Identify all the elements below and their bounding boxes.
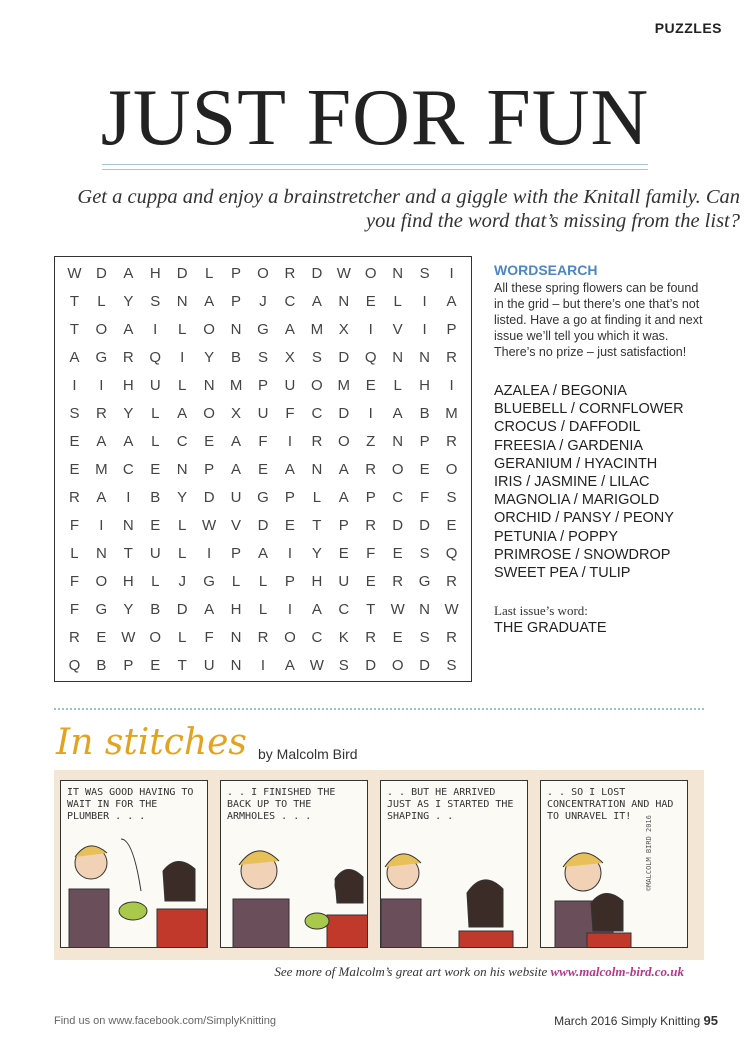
grid-letter: Q: [445, 544, 458, 562]
grid-letter: H: [122, 376, 134, 394]
title-rule-bottom: [102, 169, 648, 170]
grid-letter: K: [338, 628, 349, 646]
grid-letter: H: [149, 264, 161, 282]
section-label: PUZZLES: [654, 20, 722, 36]
grid-letter: P: [231, 544, 242, 562]
grid-letter: I: [207, 544, 212, 562]
grid-letter: A: [231, 432, 242, 450]
grid-letter: C: [311, 404, 323, 422]
grid-letter: G: [418, 572, 431, 590]
speech-bubble: . . BUT HE ARRIVED JUST AS I STARTED THE SHAPING . .: [387, 787, 514, 822]
footer-issue: [554, 1013, 718, 1028]
speech-bubble: . . I FINISHED THE BACK UP TO THE ARMHOLES . . .: [227, 787, 336, 822]
artist-signature: ©MALCOLM BIRD 2016: [645, 815, 653, 891]
comic-illustration: [541, 781, 688, 948]
grid-letter: M: [337, 376, 351, 394]
grid-letter: N: [311, 460, 323, 478]
grid-letter: W: [390, 600, 405, 618]
grid-letter: O: [337, 432, 350, 450]
grid-letter: P: [446, 320, 457, 338]
grid-letter: F: [69, 600, 80, 618]
grid-letter: M: [229, 376, 243, 394]
grid-letter: X: [338, 320, 349, 338]
grid-letter: F: [366, 544, 376, 562]
grid-letter: N: [392, 432, 404, 450]
grid-letter: N: [203, 376, 215, 394]
grid-letter: D: [365, 656, 377, 674]
grid-letter: L: [204, 264, 214, 282]
grid-letter: N: [419, 348, 431, 366]
grid-letter: L: [97, 292, 106, 310]
grid-letter: D: [311, 264, 323, 282]
wordsearch-instructions: All these spring flowers can be found in the grid – but there’s one that’s not listed. Have a go at finding it and next issue we’ll tell you which it was. There’s no prize – just satisfaction!: [494, 281, 703, 359]
grid-letter: H: [230, 600, 242, 618]
grid-letter: A: [123, 432, 134, 450]
grid-letter: E: [365, 572, 376, 590]
grid-letter: G: [257, 488, 269, 506]
grid-letter: J: [259, 292, 267, 310]
issue-label: March 2016 Simply Knitting: [554, 1014, 701, 1028]
grid-letter: M: [310, 320, 324, 338]
grid-letter: T: [123, 544, 133, 562]
grid-letter: D: [176, 600, 188, 618]
grid-letter: E: [257, 460, 268, 478]
section-divider: [54, 708, 704, 710]
grid-letter: S: [419, 264, 430, 282]
grid-letter: V: [392, 320, 403, 338]
grid-letter: A: [177, 404, 188, 422]
grid-letter: P: [365, 488, 376, 506]
grid-letter: W: [67, 264, 82, 282]
title-rule-top: [102, 164, 648, 165]
word-list-item: SWEET PEA / TULIP: [494, 565, 631, 582]
grid-letter: L: [312, 488, 322, 506]
grid-letter: U: [230, 488, 242, 506]
grid-letter: A: [123, 320, 134, 338]
grid-letter: O: [391, 656, 404, 674]
grid-letter: O: [95, 320, 108, 338]
grid-letter: I: [287, 544, 292, 562]
grid-letter: L: [258, 600, 268, 618]
grid-letter: I: [99, 376, 104, 394]
grid-letter: E: [365, 292, 376, 310]
grid-letter: I: [180, 348, 185, 366]
grid-letter: R: [446, 628, 457, 646]
grid-letter: F: [285, 404, 295, 422]
grid-letter: A: [284, 656, 295, 674]
grid-letter: H: [311, 572, 323, 590]
grid-letter: Y: [123, 292, 134, 310]
grid-letter: I: [287, 600, 292, 618]
grid-letter: A: [338, 488, 349, 506]
grid-letter: N: [176, 460, 188, 478]
comic-strip: [54, 770, 704, 960]
grid-letter: B: [419, 404, 430, 422]
grid-letter: E: [284, 516, 295, 534]
grid-letter: E: [96, 628, 107, 646]
grid-letter: T: [366, 600, 376, 618]
grid-letter: R: [365, 460, 377, 478]
grid-letter: E: [204, 432, 215, 450]
grid-letter: D: [95, 264, 107, 282]
grid-letter: E: [69, 460, 80, 478]
grid-letter: U: [149, 376, 161, 394]
comic-panel: [380, 780, 528, 948]
grid-letter: I: [287, 432, 292, 450]
grid-letter: L: [151, 572, 160, 590]
grid-letter: S: [338, 656, 349, 674]
last-issue-label: Last issue’s word:: [494, 603, 588, 618]
grid-letter: L: [70, 544, 79, 562]
grid-letter: P: [231, 264, 242, 282]
grid-letter: A: [311, 292, 322, 310]
grid-letter: Y: [123, 600, 134, 618]
grid-letter: T: [69, 320, 80, 338]
grid-letter: P: [123, 656, 134, 674]
see-more-label: See more of Malcolm’s great art work on his website: [274, 964, 548, 979]
grid-letter: O: [391, 460, 404, 478]
grid-letter: G: [203, 572, 215, 590]
word-list-item: PETUNIA / POPPY: [494, 528, 619, 545]
grid-letter: R: [122, 348, 134, 366]
grid-letter: L: [178, 320, 187, 338]
comic-panel: [220, 780, 368, 948]
grid-letter: H: [122, 572, 134, 590]
grid-letter: E: [150, 656, 161, 674]
word-list-item: MAGNOLIA / MARIGOLD: [494, 492, 660, 509]
grid-letter: C: [392, 488, 404, 506]
grid-letter: R: [365, 628, 377, 646]
grid-letter: A: [446, 292, 457, 310]
grid-letter: P: [419, 432, 430, 450]
comic-illustration: [381, 781, 528, 948]
grid-letter: M: [445, 404, 458, 422]
grid-letter: A: [338, 460, 349, 478]
grid-letter: N: [230, 320, 242, 338]
grid-letter: B: [150, 488, 161, 506]
grid-letter: I: [153, 320, 158, 338]
comic-illustration: [61, 781, 208, 948]
grid-letter: R: [311, 432, 323, 450]
see-more-text: [274, 964, 684, 980]
grid-letter: D: [419, 516, 431, 534]
grid-letter: C: [176, 432, 188, 450]
grid-letter: D: [338, 348, 350, 366]
grid-letter: R: [365, 516, 377, 534]
grid-letter: A: [231, 460, 242, 478]
grid-letter: W: [121, 628, 136, 646]
footer-social: Find us on www.facebook.com/SimplyKnitting: [54, 1015, 276, 1027]
grid-letter: I: [260, 656, 266, 674]
grid-letter: S: [446, 656, 457, 674]
grid-letter: P: [257, 376, 268, 394]
grid-letter: C: [338, 600, 350, 618]
grid-letter: F: [258, 432, 268, 450]
grid-letter: R: [69, 628, 80, 646]
grid-letter: W: [336, 264, 351, 282]
grid-letter: D: [338, 404, 350, 422]
grid-letter: N: [95, 544, 107, 562]
grid-letter: B: [96, 656, 107, 674]
grid-letter: S: [69, 404, 80, 422]
grid-letter: A: [204, 600, 215, 618]
grid-letter: O: [257, 264, 269, 282]
grid-letter: D: [419, 656, 431, 674]
grid-letter: O: [311, 376, 323, 394]
grid-letter: O: [284, 628, 296, 646]
grid-letter: O: [149, 628, 162, 646]
grid-letter: E: [365, 376, 376, 394]
grid-letter: G: [95, 348, 108, 366]
website-link[interactable]: www.malcolm-bird.co.uk: [550, 964, 684, 979]
grid-letter: E: [446, 516, 457, 534]
grid-letter: N: [230, 628, 242, 646]
grid-letter: Y: [311, 544, 322, 562]
grid-letter: B: [150, 600, 161, 618]
grid-letter: J: [178, 572, 186, 590]
grid-letter: I: [99, 516, 104, 534]
grid-letter: S: [419, 628, 430, 646]
grid-letter: E: [150, 460, 161, 478]
grid-letter: Q: [364, 348, 377, 366]
grid-letter: T: [312, 516, 322, 534]
grid-letter: O: [95, 572, 108, 590]
grid-letter: R: [446, 572, 457, 590]
grid-letter: L: [393, 292, 402, 310]
word-list-item: AZALEA / BEGONIA: [494, 383, 627, 399]
grid-letter: U: [338, 572, 350, 590]
grid-letter: R: [446, 348, 457, 366]
grid-letter: R: [95, 404, 107, 422]
comic-byline: by Malcolm Bird: [258, 746, 358, 762]
grid-letter: P: [204, 460, 215, 478]
grid-letter: C: [284, 292, 296, 310]
grid-letter: I: [368, 404, 373, 422]
grid-letter: L: [151, 404, 160, 422]
comic-panel: [60, 780, 208, 948]
word-list-item: GERANIUM / HYACINTH: [494, 455, 658, 472]
grid-letter: N: [230, 656, 242, 674]
word-list: [494, 382, 684, 582]
grid-letter: S: [257, 348, 268, 366]
grid-letter: X: [231, 404, 242, 422]
grid-letter: L: [151, 432, 160, 450]
grid-letter: E: [392, 628, 403, 646]
word-list-item: CROCUS / DAFFODIL: [494, 419, 641, 436]
grid-letter: L: [178, 544, 187, 562]
grid-letter: L: [231, 572, 241, 590]
grid-letter: Y: [204, 348, 215, 366]
grid-letter: P: [284, 488, 295, 506]
speech-bubble: . . SO I LOST CONCENTRATION AND HAD TO UNRAVEL IT!: [547, 787, 674, 822]
grid-letter: S: [150, 292, 161, 310]
word-list-item: BLUEBELL / CORNFLOWER: [494, 401, 684, 418]
grid-letter: L: [178, 516, 187, 534]
grid-letter: L: [258, 572, 268, 590]
page-number: 95: [703, 1013, 718, 1028]
grid-letter: D: [392, 516, 404, 534]
grid-letter: E: [69, 432, 80, 450]
grid-letter: N: [392, 264, 404, 282]
grid-letter: A: [204, 292, 215, 310]
grid-letter: G: [95, 600, 108, 618]
grid-letter: E: [392, 544, 403, 562]
grid-letter: R: [284, 264, 296, 282]
grid-letter: D: [176, 264, 188, 282]
grid-letter: D: [257, 516, 269, 534]
comic-panel: [540, 780, 688, 948]
word-list-item: PRIMROSE / SNOWDROP: [494, 546, 671, 563]
grid-letter: S: [311, 348, 322, 366]
grid-letter: I: [449, 264, 454, 282]
grid-letter: L: [178, 628, 187, 646]
grid-letter: W: [444, 600, 459, 618]
grid-letter: D: [203, 488, 215, 506]
wordsearch-heading: WORDSEARCH: [494, 262, 598, 278]
grid-letter: Q: [149, 348, 162, 366]
grid-letter: L: [393, 376, 402, 394]
grid-letter: A: [69, 348, 80, 366]
grid-letter: F: [420, 488, 430, 506]
grid-letter: C: [122, 460, 134, 478]
grid-letter: Y: [177, 488, 188, 506]
grid-letter: I: [72, 376, 77, 394]
speech-bubble: IT WAS GOOD HAVING TO WAIT IN FOR THE PLUMBER . . .: [67, 787, 194, 822]
grid-letter: U: [257, 404, 269, 422]
grid-letter: P: [231, 292, 242, 310]
intro-text: Get a cuppa and enjoy a brainstretcher and a giggle with the Knitall family. Can you find the word that’s missing from the list?: [77, 186, 740, 232]
grid-letter: E: [338, 544, 349, 562]
grid-letter: G: [257, 320, 269, 338]
word-list-item: ORCHID / PANSY / PEONY: [494, 510, 674, 527]
grid-letter: N: [419, 600, 431, 618]
comic-illustration: [221, 781, 368, 948]
grid-letter: I: [422, 292, 427, 310]
grid-letter: I: [126, 488, 131, 506]
grid-letter: S: [419, 544, 430, 562]
grid-letter: A: [257, 544, 268, 562]
grid-letter: Y: [123, 404, 134, 422]
grid-letter: E: [419, 460, 430, 478]
grid-letter: E: [150, 516, 161, 534]
grid-letter: T: [177, 656, 187, 674]
grid-letter: R: [446, 432, 457, 450]
grid-letter: V: [231, 516, 242, 534]
last-issue-word: THE GRADUATE: [494, 620, 607, 636]
grid-letter: I: [422, 320, 427, 338]
word-list-item: IRIS / JASMINE / LILAC: [494, 474, 650, 491]
grid-letter: R: [257, 628, 269, 646]
grid-letter: X: [284, 348, 295, 366]
grid-letter: R: [69, 488, 80, 506]
word-list-item: FREESIA / GARDENIA: [494, 437, 644, 454]
grid-letter: Z: [366, 432, 376, 450]
grid-letter: L: [178, 376, 187, 394]
grid-letter: I: [368, 320, 373, 338]
grid-letter: O: [364, 264, 377, 282]
grid-letter: S: [446, 488, 457, 506]
grid-letter: A: [311, 600, 322, 618]
grid-letter: A: [392, 404, 403, 422]
grid-letter: M: [95, 460, 108, 478]
grid-letter: H: [419, 376, 431, 394]
grid-letter: F: [69, 516, 80, 534]
grid-letter: Q: [68, 656, 81, 674]
grid-letter: T: [69, 292, 80, 310]
grid-letter: N: [392, 348, 404, 366]
grid-letter: A: [284, 460, 295, 478]
grid-letter: N: [176, 292, 188, 310]
grid-letter: F: [204, 628, 214, 646]
grid-letter: N: [122, 516, 134, 534]
grid-letter: B: [231, 348, 242, 366]
grid-letter: P: [284, 572, 295, 590]
grid-letter: I: [449, 376, 454, 394]
grid-letter: N: [338, 292, 350, 310]
grid-letter: O: [203, 404, 215, 422]
grid-letter: A: [284, 320, 295, 338]
page-title: JUST FOR FUN: [100, 74, 650, 162]
grid-letter: A: [123, 264, 134, 282]
grid-letter: W: [309, 656, 324, 674]
grid-letter: A: [96, 432, 107, 450]
grid-letter: C: [311, 628, 323, 646]
wordsearch-grid: [54, 256, 472, 682]
grid-letter: O: [203, 320, 215, 338]
grid-letter: R: [392, 572, 404, 590]
grid-letter: W: [202, 516, 217, 534]
grid-letter: O: [445, 460, 458, 478]
grid-letter: P: [338, 516, 349, 534]
grid-letter: U: [149, 544, 161, 562]
comic-title: In stitches: [56, 722, 247, 763]
grid-letter: F: [69, 572, 80, 590]
grid-letter: U: [284, 376, 296, 394]
grid-letter: U: [203, 656, 215, 674]
grid-letter: A: [96, 488, 107, 506]
